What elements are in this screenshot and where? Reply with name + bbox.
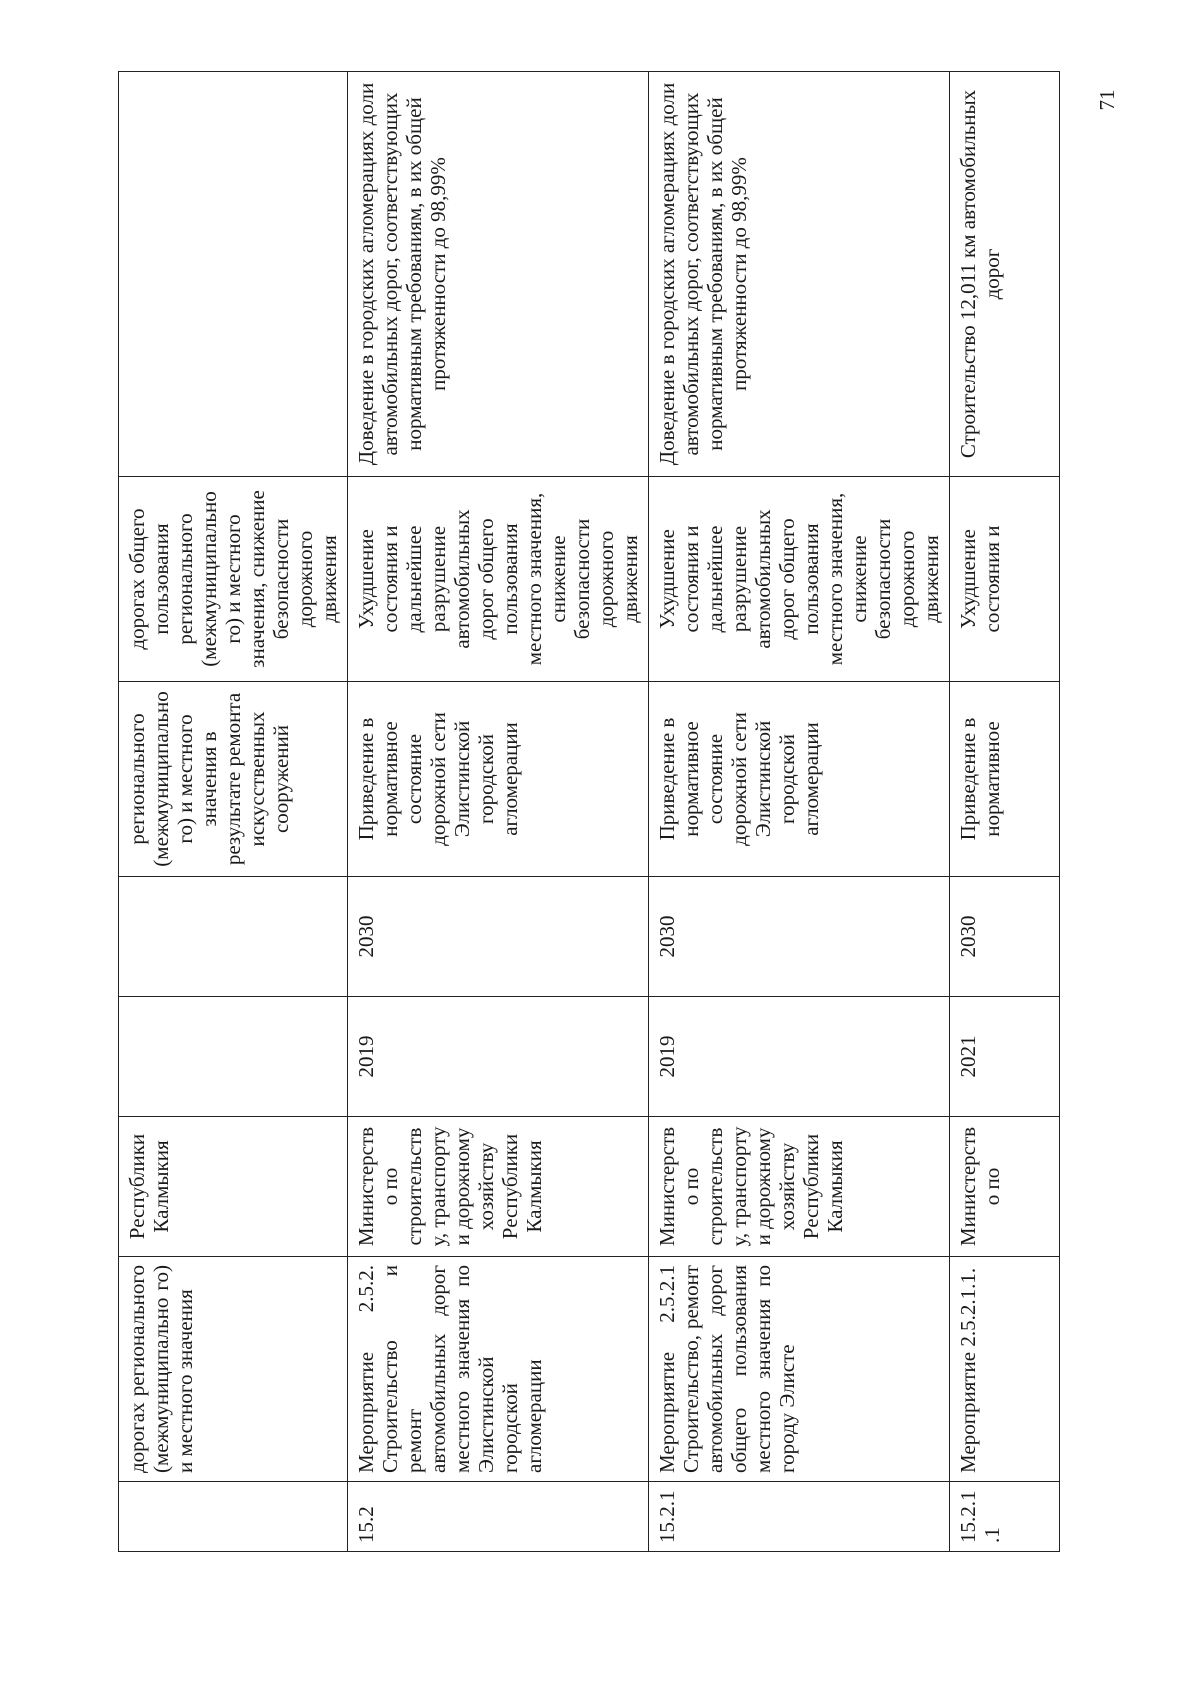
activity-title: Мероприятие 2.5.2.1.1. bbox=[950, 1257, 1060, 1482]
expected-result: Приведение в нормативное состояние дорожной сети Элистинской городской агломерации bbox=[348, 682, 649, 877]
executor: Министерств о по строительств у, транспорту и дорожному хозяйству Республики Калмыкия bbox=[649, 1117, 950, 1257]
consequences: Ухудшение состояния и дальнейшее разрушение автомобильных дорог общего пользования местного значения, снижение безопасности дорожного движения bbox=[348, 477, 649, 682]
activity-title: Мероприятие 2.5.2.1 Строительство, ремонт автомобильных дорог общего пользования местного значения по городу Элисте bbox=[649, 1257, 950, 1482]
indicator: Строительство 12,011 км автомобильных дорог bbox=[950, 72, 1060, 477]
page-number: 71 bbox=[1095, 89, 1119, 111]
start-year: 2019 bbox=[649, 997, 950, 1117]
activity-title: Мероприятие 2.5.2. Строительство и ремонт автомобильных дорог местного значения по Элистинской городской агломерации bbox=[348, 1257, 649, 1482]
expected-result: Приведение в нормативное bbox=[950, 682, 1060, 877]
table-row bbox=[649, 72, 950, 1552]
indicator bbox=[119, 72, 348, 477]
row-number bbox=[119, 1482, 348, 1552]
start-year bbox=[119, 997, 348, 1117]
table-row bbox=[119, 72, 348, 1552]
end-year bbox=[119, 877, 348, 997]
executor: Министерств о по строительств у, транспорту и дорожному хозяйству Республики Калмыкия bbox=[348, 1117, 649, 1257]
expected-result: регионального (межмуниципально го) и местного значения в результате ремонта искусственных сооружений bbox=[119, 682, 348, 877]
indicator: Доведение в городских агломерациях доли автомобильных дорог, соответствующих нормативным требованиям, в их общей протяженности до 98,99% bbox=[649, 72, 950, 477]
executor: Министерств о по bbox=[950, 1117, 1060, 1257]
expected-result: Приведение в нормативное состояние дорожной сети Элистинской городской агломерации bbox=[649, 682, 950, 877]
consequences: Ухудшение состояния и дальнейшее разрушение автомобильных дорог общего пользования местного значения, снижение безопасности дорожного движения bbox=[649, 477, 950, 682]
end-year: 2030 bbox=[649, 877, 950, 997]
executor: Республики Калмыкия bbox=[119, 1117, 348, 1257]
table-row bbox=[950, 72, 1060, 1552]
row-number: 15.2.1 bbox=[649, 1482, 950, 1552]
end-year: 2030 bbox=[348, 877, 649, 997]
start-year: 2021 bbox=[950, 997, 1060, 1117]
activity-title: дорогах регионального (межмуниципально го) и местного значения bbox=[119, 1257, 348, 1482]
end-year: 2030 bbox=[950, 877, 1060, 997]
consequences: Ухудшение состояния и bbox=[950, 477, 1060, 682]
table-row bbox=[348, 72, 649, 1552]
consequences: дорогах общего пользования регионального (межмуниципально го) и местного значения, снижение безопасности дорожного движения bbox=[119, 477, 348, 682]
program-table bbox=[118, 71, 1060, 1552]
start-year: 2019 bbox=[348, 997, 649, 1117]
row-number: 15.2 bbox=[348, 1482, 649, 1552]
rotated-table-block bbox=[118, 72, 1038, 1552]
indicator: Доведение в городских агломерациях доли автомобильных дорог, соответствующих нормативным требованиям, в их общей протяженности до 98,99% bbox=[348, 72, 649, 477]
row-number: 15.2.1.1 bbox=[950, 1482, 1060, 1552]
